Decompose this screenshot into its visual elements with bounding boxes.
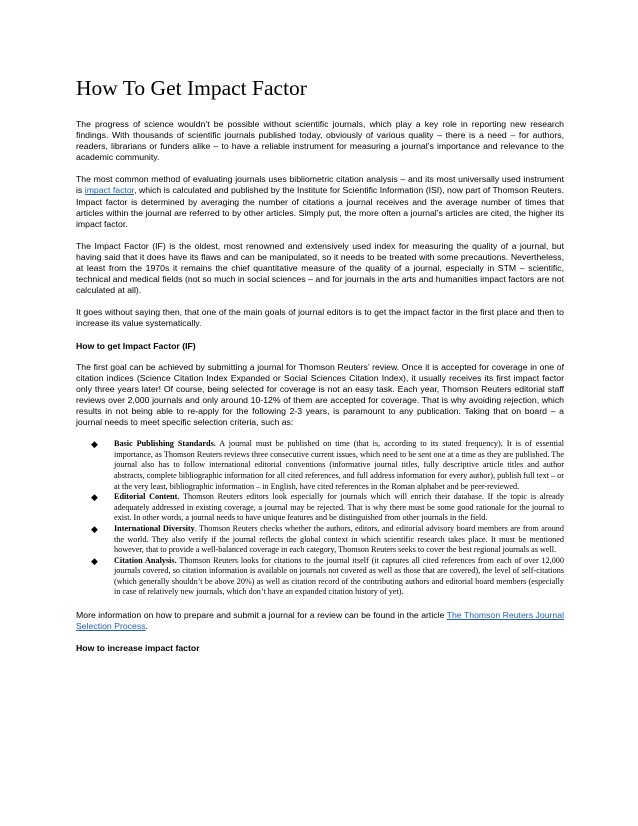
list-item [76, 439, 564, 492]
list-item [76, 492, 564, 524]
if-description-paragraph: The Impact Factor (IF) is the oldest, most renowned and extensively used index for measuring the quality of a journal, but having said that it does have its flaws and can be manipulated, so it needs to be treated with some precautions. Nevertheless, at least from the 1970s it remains the chief quantitative measure of the quality of a journal, especially in STM – scientific, technical and medical fields (not so much in social sciences – and for journals in the arts and humanities impact factors are not calculated at all). [76, 240, 564, 296]
criteria-term: Citation Analysis. [114, 555, 177, 565]
criteria-text: . Thomson Reuters checks whether the authors, editors, and editorial advisory board members are from around the world. They also verify if the journal reflects the global context in which scientific research takes place. It must be mentioned however, that to provide a well-balanced coverage in each category, Thomson Reuters seeks to cover the best regional journals as well. [114, 523, 564, 555]
selection-process-link[interactable]: The Thomson Reuters Journal Selection Process [76, 610, 564, 632]
impact-factor-link[interactable]: impact factor [84, 185, 135, 196]
diamond-bullet-icon: ◆ [91, 439, 98, 450]
selection-criteria-list [76, 439, 564, 598]
intro-paragraph: The progress of science wouldn’t be possible without scientific journals, which play a key role in reporting new research findings. With thousands of scientific journals published today, obviously of various quality – there is a need – for authors, readers, librarians or funders alike – to have a reliable instrument for measuring a journal’s importance and relevance to the academic community. [76, 119, 564, 163]
criteria-text: Thomson Reuters looks for citations to the journal itself (it captures all cited references from each of over 12,000 journals covered, so citation information is available on journals not covered as well as those that are covered), the level of self-citations (which generally shouldn’t be above 20%) as well as citation record of the contributing authors and editorial board members (especially in case of relatively new journals, which don’t have an expanded citation history of yet). [114, 555, 564, 597]
list-item [76, 524, 564, 556]
criteria-term: International Diversity [114, 523, 195, 533]
more-info-paragraph [76, 610, 564, 632]
diamond-bullet-icon: ◆ [91, 492, 98, 503]
page-title: How To Get Impact Factor [76, 76, 307, 100]
method-paragraph [76, 174, 564, 229]
more-info-text-before: More information on how to prepare and submit a journal for a review can be found in the article [76, 610, 447, 621]
diamond-bullet-icon: ◆ [91, 523, 98, 534]
list-item [76, 556, 564, 598]
diamond-bullet-icon: ◆ [91, 555, 98, 566]
method-text-before: The most common method of evaluating journals uses bibliometric citation analysis – and its most universally used instrument is [76, 174, 564, 196]
criteria-text: . Thomson Reuters editors look especially for journals which will enrich their database. If the topic is already adequately addressed in existing coverage, a journal may be rejected. That is why there must be some good rationale for the journal to exist. In other words, a journal needs to have unique features and be distinguished from other journals in the field. [114, 492, 564, 523]
method-text-after: , which is calculated and published by the Institute for Scientific Information (ISI), now part of Thomson Reuters. Impact factor is determined by averaging the number of citations a journal receives and the average number of times that articles within the journal are referred to by other articles. Simply put, the more often a journal’s articles are cited, the higher its impact factor. [76, 185, 565, 229]
more-info-text-after: . [145, 621, 148, 632]
criteria-term: Basic Publishing Standards. [114, 439, 216, 449]
section-heading-increase-if: How to increase impact factor [76, 643, 200, 654]
document-content [76, 75, 564, 664]
criteria-text: A journal must be published on time (that is, according to its stated frequency). It is of essential importance, as Thomson Reuters reviews three consecutive current issues, which need to be sent one at a time as they are published. The journal also has to follow international editorial conventions (informative journal titles, fully descriptive article titles and author abstracts, complete bibliographic information for all cited references, and full address information for every author), publish full text – or at the very least, bibliographic information – in English, have cited references in the Roman alphabet and be peer-reviewed. [114, 439, 564, 491]
section-heading-get-if: How to get Impact Factor (IF) [76, 340, 196, 351]
editors-goal-paragraph: It goes without saying then, that one of the main goals of journal editors is to get the impact factor in the first place and then to increase its value systematically. [76, 307, 564, 329]
criteria-term: Editorial Content [114, 492, 178, 502]
review-process-paragraph: The first goal can be achieved by submitting a journal for Thomson Reuters’ review. Once it is accepted for coverage in one of citation indices (Science Citation Index Expanded or Social Sciences Citation Index), it usually receives its first impact factor only three years later! Of course, being selected for coverage is not an easy task. Each year, Thomson Reuters editorial staff reviews over 2,000 journals and only around 10-12% of them are accepted for coverage. That is why avoiding rejection, which results in not being able to re-apply for the following 2-3 years, is paramount to any publication. Taking that on board – a journal needs to meet specific selection criteria, such as: [76, 361, 564, 428]
